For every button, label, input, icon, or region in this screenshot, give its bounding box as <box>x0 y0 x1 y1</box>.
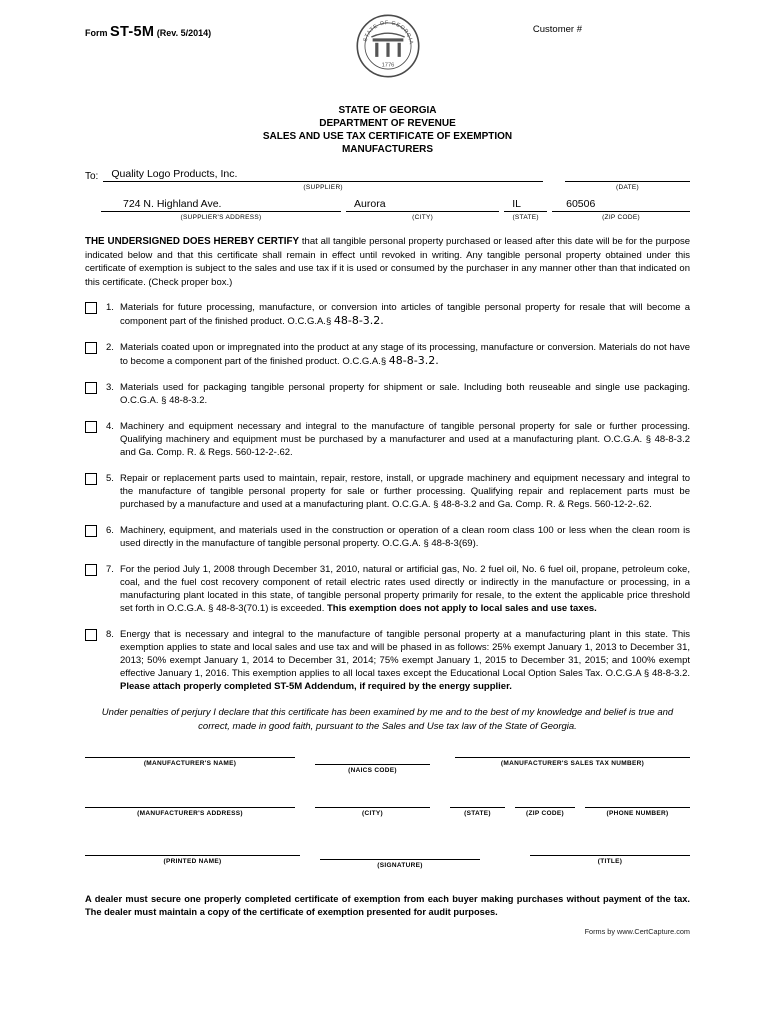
dealer-note: A dealer must secure one properly completed certificate of exemption from each buyer making purchases without payment of the tax. The dealer must maintain a copy of the certificate of exemption presented for audit purposes. <box>85 894 690 917</box>
exemption-text-2: 2. Materials coated upon or impregnated into the product at any stage of its processing, manufacture or conversion. Materials do not have to become a component part of the finished product. O.C.G.A.§ 48-8-3.2. <box>106 342 690 367</box>
form-number: ST-5M <box>110 24 155 40</box>
zip-field <box>552 198 690 221</box>
signature-field[interactable] <box>320 859 480 869</box>
supplier-field <box>103 168 543 191</box>
exemption-text-4: 4. Machinery and equipment necessary and integral to the manufacture of tangible personal property for sale or further processing. Qualifying machinery and equipment must be purchased by a manufacturer and used at a manufacturing plant. O.C.G.A. § 48-8-3.2 and Ga. Comp. R. & Regs. 560-12-2-.62. <box>106 421 690 458</box>
filled-citation: 48-8-3.2. <box>388 354 439 367</box>
exemption-item-7 <box>85 563 690 615</box>
manufacturer-name-label: (MANUFACTURER'S NAME) <box>143 760 237 767</box>
filled-citation: 48-8-3.2. <box>333 314 384 327</box>
manufacturer-zip-label: (ZIP CODE) <box>526 810 564 817</box>
state-field <box>504 198 547 221</box>
exemption-checkbox-2[interactable] <box>85 342 97 354</box>
exemption-item-2 <box>85 341 690 368</box>
signature-row-1 <box>85 757 690 774</box>
exemption-checkbox-3[interactable] <box>85 382 97 394</box>
printed-name-field[interactable] <box>85 855 300 869</box>
to-label: To: <box>85 171 99 182</box>
exemption-item-8 <box>85 628 690 693</box>
certify-lead: THE UNDERSIGNED DOES HEREBY CERTIFY <box>85 236 300 247</box>
title-line-state: STATE OF GEORGIA <box>338 105 437 116</box>
state-input[interactable]: IL <box>504 198 547 212</box>
seal-ring-text: STATE OF GEORGIA <box>362 20 414 46</box>
signature-block <box>85 757 690 869</box>
form-revision: (Rev. 5/2014) <box>156 28 212 38</box>
manufacturer-city-label: (CITY) <box>362 810 383 817</box>
state-label: (STATE) <box>512 214 539 221</box>
manufacturer-city-field[interactable] <box>315 807 430 817</box>
title-line-certificate: SALES AND USE TAX CERTIFICATE OF EXEMPTION <box>262 131 513 142</box>
city-input[interactable]: Aurora <box>346 198 499 212</box>
form-id <box>85 24 211 40</box>
exemption-checkbox-1[interactable] <box>85 302 97 314</box>
title-label: (TITLE) <box>597 858 623 865</box>
manufacturer-address-field[interactable] <box>85 807 295 817</box>
date-input[interactable] <box>565 168 690 182</box>
manufacturer-state-label: (STATE) <box>464 810 491 817</box>
exemption-checkbox-5[interactable] <box>85 473 97 485</box>
exemption-text-5: 5. Repair or replacement parts used to maintain, repair, restore, install, or upgrade machinery and equipment necessary and integral to the manufacture of tangible personal property for sale or further processing. Qualifying repair and replacement parts must be purchased by a manufacture and used at a manufacturing plant. O.C.G.A. § 48-8-3.2 and Ga. Comp. R. & Regs. 560-12-2-.62. <box>106 473 690 510</box>
exemption-items <box>85 301 690 693</box>
title-line-department: DEPARTMENT OF REVENUE <box>319 118 456 129</box>
georgia-state-seal-icon <box>356 12 420 85</box>
city-field <box>346 198 499 221</box>
sales-tax-number-field[interactable] <box>455 757 690 774</box>
supplier-input[interactable]: Quality Logo Products, Inc. <box>103 168 543 182</box>
supplier-address-label: (SUPPLIER'S ADDRESS) <box>180 214 262 221</box>
exemption-item-4 <box>85 420 690 459</box>
manufacturer-address-label: (MANUFACTURER'S ADDRESS) <box>137 810 243 817</box>
exemption-text-8: 8. Energy that is necessary and integral to the manufacture of tangible personal property at a manufacturing plant in this state. This exemption applies to state and local sales and use tax and will be phased in as follows: 25% exempt January 1, 2013 to December 31, 2013; 50% exempt January 1, 2014 to December 31, 2014; 75% exempt January 1, 2015 to December 31, 2015; and 100% exempt effective January 1, 2016. This exemption applies to all local taxes except the Educational Local Option Sales Tax. O.C.G.A § 48-8-3.2. Please attach properly completed ST-5M Addendum, if required by the energy supplier. <box>106 629 690 692</box>
phone-number-field[interactable] <box>585 807 690 817</box>
exemption-checkbox-4[interactable] <box>85 421 97 433</box>
certify-paragraph <box>85 235 690 289</box>
date-field <box>565 168 690 191</box>
supplier-label: (SUPPLIER) <box>303 184 343 191</box>
signature-row-2 <box>85 807 690 817</box>
naics-code-label: (NAICS CODE) <box>348 767 397 774</box>
sales-tax-number-label: (MANUFACTURER'S SALES TAX NUMBER) <box>500 760 645 767</box>
title-line-manufacturers: MANUFACTURERS <box>341 144 434 155</box>
manufacturer-name-field[interactable] <box>85 757 295 774</box>
supplier-address-input[interactable]: 724 N. Highland Ave. <box>101 198 341 212</box>
city-label: (CITY) <box>412 214 434 221</box>
form-header <box>85 16 690 102</box>
exemption-item-5 <box>85 472 690 511</box>
signature-row-3 <box>85 855 690 869</box>
supplier-address-row <box>101 198 690 221</box>
supplier-address-field <box>101 198 341 221</box>
certcapture-credit: Forms by www.CertCapture.com <box>584 927 690 936</box>
zip-label: (ZIP CODE) <box>602 214 640 221</box>
exemption-checkbox-8[interactable] <box>85 629 97 641</box>
printed-name-label: (PRINTED NAME) <box>163 858 222 865</box>
title-field[interactable] <box>530 855 690 869</box>
form-label: Form <box>85 28 108 38</box>
form-title <box>85 104 690 156</box>
exemption-checkbox-6[interactable] <box>85 525 97 537</box>
date-label: (DATE) <box>616 184 639 191</box>
zip-input[interactable]: 60506 <box>552 198 690 212</box>
perjury-statement: Under penalties of perjury I declare that this certificate has been examined by me and to the best of my knowledge and belief is true and correct, made in good faith, pursuant to the Sales and Use tax law of the State of Georgia. <box>101 707 674 732</box>
exemption-item-6 <box>85 524 690 550</box>
exemption-item-1 <box>85 301 690 328</box>
certify-text: that all tangible personal property purchased or leased after this date will be for the purpose indicated below and that this certificate shall remain in effect until revoked in writing. Any tangible personal property obtained under this certificate of exemption is subject to the sales and use tax if it is used or consumed by the purchaser in any manner other than that indicated on this certificate. (Check proper box.) <box>85 236 691 288</box>
exemption-text-3: 3. Materials used for packaging tangible personal property for shipment or sale. Including both reuseable and single use packaging. O.C.G.A. § 48-8-3.2. <box>106 382 690 406</box>
exemption-text-7: 7. For the period July 1, 2008 through December 31, 2010, natural or artificial gas, No. 2 fuel oil, No. 6 fuel oil, propane, petroleum coke, coal, and the fuel cost recovery component of retail electric rates used directly or indirectly in the manufacture or processing, in a manufacturing plant located in this state, of tangible personal property primarily for resale, to the extent the applicable price threshold set forth in O.C.G.A. § 48-8-3(70.1) is exceeded. This exemption does not apply to local sales and use taxes. <box>106 564 690 614</box>
phone-number-label: (PHONE NUMBER) <box>606 810 669 817</box>
exemption-text-1: 1. Materials for future processing, manufacture, or conversion into articles of tangible personal property for resale that will become a component part of the finished product. O.C.G.A.§ 48-8-3.2. <box>106 302 690 327</box>
naics-code-field[interactable] <box>315 764 430 774</box>
exemption-checkbox-7[interactable] <box>85 564 97 576</box>
manufacturer-state-field[interactable] <box>450 807 505 817</box>
signature-label: (SIGNATURE) <box>377 862 423 869</box>
customer-number-label: Customer # <box>532 24 582 35</box>
manufacturer-zip-field[interactable] <box>515 807 575 817</box>
supplier-row <box>85 168 690 191</box>
exemption-item-3 <box>85 381 690 407</box>
exemption-text-6: 6. Machinery, equipment, and materials used in the construction or operation of a clean room class 100 or less when the clean room is used directly in the manufacture of tangible personal property. O.C.G.A. § 48-8-3(69). <box>106 525 690 549</box>
seal-year: 1776 <box>381 62 394 69</box>
